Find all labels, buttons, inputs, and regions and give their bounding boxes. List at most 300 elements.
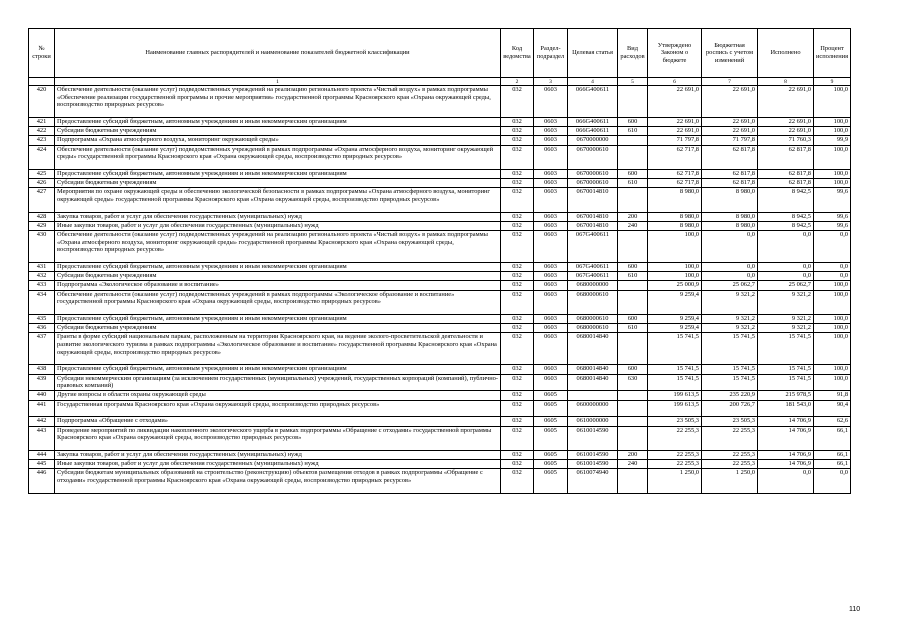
row-number: 423 <box>29 136 55 145</box>
row-cs: 067G400611 <box>568 231 618 263</box>
row-cs: 0610014590 <box>568 460 618 469</box>
row-vr: 610 <box>618 127 648 136</box>
row-law: 100,0 <box>648 263 702 272</box>
col-header-cs: Целевая статья <box>568 29 618 78</box>
row-vr: 600 <box>618 263 648 272</box>
table-row <box>29 365 851 374</box>
col-number: 6 <box>648 78 702 86</box>
row-ved: 032 <box>501 86 534 118</box>
row-vr <box>618 391 648 400</box>
row-cs <box>568 391 618 400</box>
row-isp: 8 942,5 <box>758 188 814 212</box>
row-name: Предоставление субсидий бюджетным, автономным учреждениям и иным некоммерческим организациям <box>55 118 501 127</box>
row-cs: 0680000000 <box>568 281 618 290</box>
row-name: Предоставление субсидий бюджетным, автономным учреждениям и иным некоммерческим организациям <box>55 169 501 178</box>
row-number: 426 <box>29 179 55 188</box>
row-ved: 032 <box>501 145 534 169</box>
row-name: Предоставление субсидий бюджетным, автономным учреждениям и иным некоммерческим организациям <box>55 315 501 324</box>
row-rosp: 9 321,2 <box>702 290 758 314</box>
row-vr <box>618 400 648 417</box>
row-rosp: 22 255,3 <box>702 426 758 450</box>
row-isp: 9 321,2 <box>758 290 814 314</box>
col-header-razdel: Раздел-подраздел <box>534 29 568 78</box>
row-vr: 610 <box>618 179 648 188</box>
row-pct: 100,0 <box>814 333 851 365</box>
table-row <box>29 169 851 178</box>
row-ved: 032 <box>501 281 534 290</box>
row-number: 430 <box>29 231 55 263</box>
row-pct: 66,1 <box>814 460 851 469</box>
column-number-row <box>29 78 851 86</box>
col-header-law: Утверждено Законом о бюджете <box>648 29 702 78</box>
row-cs: 0680000610 <box>568 324 618 333</box>
row-razdel: 0603 <box>534 118 568 127</box>
table-row <box>29 188 851 212</box>
row-number: 438 <box>29 365 55 374</box>
row-law: 8 980,0 <box>648 221 702 230</box>
col-number: 2 <box>501 78 534 86</box>
row-name: Мероприятия по охране окружающей среды и обеспечению экологической безопасности в рамках подпрограммы «Охрана атмосферного воздуха, мониторинг окружающей среды» государственной программы Красноярского края «Охрана окружающей среды, воспроизводство природных ресурсов» <box>55 188 501 212</box>
row-law: 199 613,5 <box>648 391 702 400</box>
row-law: 8 980,0 <box>648 188 702 212</box>
row-law: 15 741,5 <box>648 374 702 391</box>
row-rosp: 8 980,0 <box>702 188 758 212</box>
row-pct: 100,0 <box>814 145 851 169</box>
row-rosp: 200 726,7 <box>702 400 758 417</box>
row-pct: 0,0 <box>814 272 851 281</box>
row-razdel: 0603 <box>534 221 568 230</box>
row-name: Государственная программа Красноярского края «Охрана окружающей среды, воспроизводство природных ресурсов» <box>55 400 501 417</box>
row-pct: 91,8 <box>814 391 851 400</box>
col-number: 3 <box>534 78 568 86</box>
row-name: Субсидии бюджетам муниципальных образований на строительство (реконструкцию) объектов размещения отходов в рамках подпрограммы «Обращение с отходами» государственной программы Красноярского края «Охрана окружающей среды, воспроизводство природных ресурсов» <box>55 469 501 493</box>
row-name: Обеспечение деятельности (оказание услуг) подведомственных учреждений на реализацию регионального проекта «Чистый воздух» в рамках подпрограммы «Охрана атмосферного воздуха, мониторинг окружающей среды» государственной программы Красноярского края «Охрана окружающей среды, воспроизводство природных ресурсов» <box>55 231 501 263</box>
table-row <box>29 417 851 426</box>
table-row <box>29 290 851 314</box>
row-number: 437 <box>29 333 55 365</box>
row-isp: 0,0 <box>758 272 814 281</box>
row-ved: 032 <box>501 290 534 314</box>
row-ved: 032 <box>501 221 534 230</box>
row-isp: 14 706,9 <box>758 450 814 459</box>
row-pct: 100,0 <box>814 324 851 333</box>
row-vr <box>618 417 648 426</box>
row-pct: 99,6 <box>814 212 851 221</box>
row-vr <box>618 426 648 450</box>
row-ved: 032 <box>501 136 534 145</box>
row-vr <box>618 290 648 314</box>
row-ved: 032 <box>501 450 534 459</box>
row-rosp: 22 691,0 <box>702 118 758 127</box>
row-razdel: 0603 <box>534 212 568 221</box>
row-law: 22 691,0 <box>648 118 702 127</box>
row-razdel: 0603 <box>534 179 568 188</box>
table-row <box>29 324 851 333</box>
row-cs: 067G400611 <box>568 263 618 272</box>
row-pct: 66,1 <box>814 426 851 450</box>
row-rosp: 15 741,5 <box>702 365 758 374</box>
row-ved: 032 <box>501 188 534 212</box>
row-name: Иные закупки товаров, работ и услуг для обеспечения государственных (муниципальных) нужд <box>55 460 501 469</box>
row-number: 441 <box>29 400 55 417</box>
row-isp: 0,0 <box>758 469 814 493</box>
row-name: Субсидии бюджетным учреждениям <box>55 179 501 188</box>
row-rosp: 22 691,0 <box>702 86 758 118</box>
row-law: 15 741,5 <box>648 365 702 374</box>
row-name: Обеспечение деятельности (оказание услуг) подведомственных учреждений в рамках подпрограммы «Охрана атмосферного воздуха, мониторинг окружающей среды» государственной программы Красноярского края «Охрана окружающей среды, воспроизводство природных ресурсов» <box>55 145 501 169</box>
row-cs: 0600000000 <box>568 400 618 417</box>
row-razdel: 0603 <box>534 374 568 391</box>
row-rosp: 8 980,0 <box>702 221 758 230</box>
row-vr <box>618 188 648 212</box>
row-isp: 22 691,0 <box>758 118 814 127</box>
row-vr <box>618 469 648 493</box>
row-razdel: 0603 <box>534 263 568 272</box>
row-razdel: 0603 <box>534 145 568 169</box>
row-rosp: 235 220,9 <box>702 391 758 400</box>
col-number: 8 <box>758 78 814 86</box>
row-rosp: 15 741,5 <box>702 374 758 391</box>
row-razdel: 0605 <box>534 450 568 459</box>
row-isp: 8 942,5 <box>758 212 814 221</box>
row-number: 431 <box>29 263 55 272</box>
row-vr <box>618 86 648 118</box>
row-razdel: 0603 <box>534 290 568 314</box>
row-name: Гранты в форме субсидий национальным паркам, расположенным на территории Красноярского края, на ведение эколого-просветительской деятельности и развитие экологического туризма в рамках подпрограммы «Экологическое образование и воспитание» государственной программы Красноярского края «Охрана окружающей среды, воспроизводство природных ресурсов» <box>55 333 501 365</box>
row-law: 62 717,8 <box>648 169 702 178</box>
row-law: 100,0 <box>648 231 702 263</box>
row-razdel: 0603 <box>534 127 568 136</box>
row-vr: 200 <box>618 450 648 459</box>
row-name: Обеспечение деятельности (оказание услуг) подведомственных учреждений в рамках подпрограммы «Экологическое образование и воспитание» государственной программы Красноярского края «Охрана окружающей среды, воспроизводство природных ресурсов» <box>55 290 501 314</box>
row-number: 429 <box>29 221 55 230</box>
row-law: 9 259,4 <box>648 315 702 324</box>
row-cs: 066G400611 <box>568 118 618 127</box>
row-isp: 15 741,5 <box>758 365 814 374</box>
row-cs: 066G400611 <box>568 127 618 136</box>
table-row <box>29 263 851 272</box>
row-isp: 14 706,9 <box>758 426 814 450</box>
row-razdel: 0605 <box>534 469 568 493</box>
row-ved: 032 <box>501 400 534 417</box>
row-number: 434 <box>29 290 55 314</box>
row-name: Другие вопросы в области охраны окружающей среды <box>55 391 501 400</box>
row-number: 435 <box>29 315 55 324</box>
row-isp: 15 741,5 <box>758 333 814 365</box>
col-header-num: № строки <box>29 29 55 78</box>
row-vr: 610 <box>618 324 648 333</box>
table-body <box>29 86 851 494</box>
row-vr: 240 <box>618 221 648 230</box>
row-number: 421 <box>29 118 55 127</box>
row-rosp: 62 817,8 <box>702 145 758 169</box>
row-number: 442 <box>29 417 55 426</box>
row-pct: 100,0 <box>814 374 851 391</box>
row-vr: 610 <box>618 272 648 281</box>
row-cs: 0680014840 <box>568 365 618 374</box>
row-law: 9 259,4 <box>648 324 702 333</box>
row-cs: 0680014840 <box>568 374 618 391</box>
row-isp: 215 978,5 <box>758 391 814 400</box>
table-row <box>29 400 851 417</box>
row-number: 446 <box>29 469 55 493</box>
row-rosp: 0,0 <box>702 263 758 272</box>
row-law: 62 717,8 <box>648 179 702 188</box>
row-rosp: 1 250,0 <box>702 469 758 493</box>
row-pct: 100,0 <box>814 118 851 127</box>
row-cs: 0610000000 <box>568 417 618 426</box>
row-cs: 0610014590 <box>568 450 618 459</box>
row-pct: 100,0 <box>814 179 851 188</box>
row-pct: 99,9 <box>814 136 851 145</box>
row-law: 22 255,3 <box>648 450 702 459</box>
row-rosp: 8 980,0 <box>702 212 758 221</box>
row-name: Предоставление субсидий бюджетным, автономным учреждениям и иным некоммерческим организациям <box>55 365 501 374</box>
col-header-ved: Код ведомства <box>501 29 534 78</box>
row-name: Проведение мероприятий по ликвидации накопленного экологического ущерба в рамках подпрограммы «Обращение с отходами» государственной программы Красноярского края «Охрана окружающей среды, воспроизводство природных ресурсов» <box>55 426 501 450</box>
table-row <box>29 460 851 469</box>
row-isp: 71 760,3 <box>758 136 814 145</box>
row-isp: 14 706,9 <box>758 460 814 469</box>
row-number: 427 <box>29 188 55 212</box>
row-ved: 032 <box>501 127 534 136</box>
budget-table <box>28 28 851 494</box>
row-number: 445 <box>29 460 55 469</box>
row-isp: 25 062,7 <box>758 281 814 290</box>
col-number: 9 <box>814 78 851 86</box>
col-number: 1 <box>55 78 501 86</box>
row-cs: 0670014810 <box>568 221 618 230</box>
row-isp: 0,0 <box>758 231 814 263</box>
row-vr <box>618 333 648 365</box>
row-pct: 100,0 <box>814 290 851 314</box>
row-cs: 0610014590 <box>568 426 618 450</box>
row-vr: 200 <box>618 212 648 221</box>
row-pct: 0,0 <box>814 231 851 263</box>
row-rosp: 0,0 <box>702 231 758 263</box>
row-cs: 0670000610 <box>568 179 618 188</box>
row-razdel: 0605 <box>534 426 568 450</box>
row-cs: 0680000610 <box>568 315 618 324</box>
row-vr: 240 <box>618 460 648 469</box>
col-header-name: Наименование главных распорядителей и наименование показателей бюджетной классификации <box>55 29 501 78</box>
row-ved: 032 <box>501 118 534 127</box>
row-isp: 9 321,2 <box>758 324 814 333</box>
row-razdel: 0603 <box>534 86 568 118</box>
row-rosp: 71 797,8 <box>702 136 758 145</box>
row-number: 433 <box>29 281 55 290</box>
row-number: 425 <box>29 169 55 178</box>
table-row <box>29 231 851 263</box>
row-number: 424 <box>29 145 55 169</box>
col-header-rosp: Бюджетная роспись с учетом изменений <box>702 29 758 78</box>
row-rosp: 23 505,3 <box>702 417 758 426</box>
row-number: 443 <box>29 426 55 450</box>
row-law: 22 691,0 <box>648 127 702 136</box>
row-ved: 032 <box>501 417 534 426</box>
row-pct: 99,6 <box>814 221 851 230</box>
row-vr <box>618 145 648 169</box>
row-pct: 62,6 <box>814 417 851 426</box>
row-razdel: 0603 <box>534 365 568 374</box>
table-row <box>29 450 851 459</box>
row-name: Подпрограмма «Экологическое образование и воспитание» <box>55 281 501 290</box>
row-ved: 032 <box>501 179 534 188</box>
col-number: 5 <box>618 78 648 86</box>
row-name: Закупка товаров, работ и услуг для обеспечения государственных (муниципальных) нужд <box>55 212 501 221</box>
table-row <box>29 136 851 145</box>
row-law: 23 505,3 <box>648 417 702 426</box>
row-razdel: 0603 <box>534 188 568 212</box>
row-razdel: 0603 <box>534 272 568 281</box>
row-number: 444 <box>29 450 55 459</box>
row-rosp: 15 741,5 <box>702 333 758 365</box>
row-vr <box>618 281 648 290</box>
row-cs: 0670014810 <box>568 212 618 221</box>
row-law: 22 255,3 <box>648 460 702 469</box>
row-law: 9 259,4 <box>648 290 702 314</box>
row-number: 439 <box>29 374 55 391</box>
row-number: 422 <box>29 127 55 136</box>
row-ved: 032 <box>501 333 534 365</box>
header-row <box>29 29 851 78</box>
row-rosp: 62 817,8 <box>702 169 758 178</box>
row-razdel: 0603 <box>534 324 568 333</box>
row-pct: 0,0 <box>814 469 851 493</box>
row-number: 420 <box>29 86 55 118</box>
row-name: Предоставление субсидий бюджетным, автономным учреждениям и иным некоммерческим организациям <box>55 263 501 272</box>
table-row <box>29 179 851 188</box>
row-name: Подпрограмма «Обращение с отходами» <box>55 417 501 426</box>
row-razdel: 0603 <box>534 169 568 178</box>
table-row <box>29 426 851 450</box>
row-law: 15 741,5 <box>648 333 702 365</box>
row-number: 428 <box>29 212 55 221</box>
row-razdel: 0603 <box>534 333 568 365</box>
row-number: 440 <box>29 391 55 400</box>
row-cs: 0610074940 <box>568 469 618 493</box>
row-isp: 14 706,9 <box>758 417 814 426</box>
row-pct: 100,0 <box>814 127 851 136</box>
row-ved: 032 <box>501 426 534 450</box>
row-vr: 630 <box>618 374 648 391</box>
table-row <box>29 212 851 221</box>
col-number <box>29 78 55 86</box>
row-pct: 90,4 <box>814 400 851 417</box>
row-vr: 600 <box>618 315 648 324</box>
col-number: 4 <box>568 78 618 86</box>
row-ved: 032 <box>501 324 534 333</box>
row-cs: 0670000610 <box>568 169 618 178</box>
row-name: Субсидии бюджетным учреждениям <box>55 324 501 333</box>
row-isp: 62 817,8 <box>758 179 814 188</box>
row-ved: 032 <box>501 263 534 272</box>
row-vr <box>618 136 648 145</box>
row-razdel: 0605 <box>534 460 568 469</box>
row-name: Субсидии бюджетным учреждениям <box>55 272 501 281</box>
row-rosp: 22 255,3 <box>702 460 758 469</box>
row-ved: 032 <box>501 272 534 281</box>
row-ved: 032 <box>501 469 534 493</box>
row-razdel: 0603 <box>534 136 568 145</box>
row-isp: 62 817,8 <box>758 145 814 169</box>
row-name: Субсидии бюджетным учреждениям <box>55 127 501 136</box>
row-vr: 600 <box>618 169 648 178</box>
row-name: Закупка товаров, работ и услуг для обеспечения государственных (муниципальных) нужд <box>55 450 501 459</box>
row-ved: 032 <box>501 231 534 263</box>
row-pct: 0,0 <box>814 263 851 272</box>
row-pct: 66,1 <box>814 450 851 459</box>
row-law: 71 797,8 <box>648 136 702 145</box>
row-isp: 0,0 <box>758 263 814 272</box>
table-row <box>29 145 851 169</box>
table-row <box>29 391 851 400</box>
row-isp: 181 543,0 <box>758 400 814 417</box>
row-cs: 0680014840 <box>568 333 618 365</box>
row-rosp: 9 321,2 <box>702 315 758 324</box>
row-isp: 22 691,0 <box>758 86 814 118</box>
row-pct: 100,0 <box>814 281 851 290</box>
row-law: 8 980,0 <box>648 212 702 221</box>
col-header-vr: Вид расходов <box>618 29 648 78</box>
row-razdel: 0605 <box>534 391 568 400</box>
row-cs: 0670000610 <box>568 145 618 169</box>
row-ved: 032 <box>501 460 534 469</box>
row-law: 22 255,3 <box>648 426 702 450</box>
row-pct: 100,0 <box>814 86 851 118</box>
row-cs: 067G400611 <box>568 272 618 281</box>
row-vr <box>618 231 648 263</box>
row-law: 62 717,8 <box>648 145 702 169</box>
row-rosp: 0,0 <box>702 272 758 281</box>
row-cs: 0670014810 <box>568 188 618 212</box>
row-pct: 99,6 <box>814 188 851 212</box>
table-row <box>29 281 851 290</box>
row-ved: 032 <box>501 391 534 400</box>
row-razdel: 0603 <box>534 315 568 324</box>
table-row <box>29 315 851 324</box>
table-row <box>29 86 851 118</box>
row-rosp: 9 321,2 <box>702 324 758 333</box>
row-name: Обеспечение деятельности (оказание услуг) подведомственных учреждений на реализацию регионального проекта «Чистый воздух» в рамках подпрограммы «Обеспечение реализации государственной программы и прочие мероприятия» государственной программы Красноярского края «Охрана окружающей среды, воспроизводство природных ресурсов» <box>55 86 501 118</box>
table-row <box>29 374 851 391</box>
table-row <box>29 333 851 365</box>
row-law: 22 691,0 <box>648 86 702 118</box>
row-ved: 032 <box>501 315 534 324</box>
row-isp: 62 817,8 <box>758 169 814 178</box>
row-rosp: 25 062,7 <box>702 281 758 290</box>
table-row <box>29 127 851 136</box>
row-rosp: 62 817,8 <box>702 179 758 188</box>
row-razdel: 0605 <box>534 400 568 417</box>
row-law: 100,0 <box>648 272 702 281</box>
row-ved: 032 <box>501 169 534 178</box>
row-ved: 032 <box>501 365 534 374</box>
row-name: Иные закупки товаров, работ и услуг для обеспечения государственных (муниципальных) нужд <box>55 221 501 230</box>
row-rosp: 22 255,3 <box>702 450 758 459</box>
row-number: 432 <box>29 272 55 281</box>
row-isp: 8 942,5 <box>758 221 814 230</box>
row-pct: 100,0 <box>814 315 851 324</box>
row-cs: 066G400611 <box>568 86 618 118</box>
table-row <box>29 469 851 493</box>
row-razdel: 0603 <box>534 281 568 290</box>
row-law: 25 000,9 <box>648 281 702 290</box>
row-razdel: 0603 <box>534 231 568 263</box>
row-law: 1 250,0 <box>648 469 702 493</box>
row-law: 199 613,5 <box>648 400 702 417</box>
col-header-isp: Исполнено <box>758 29 814 78</box>
